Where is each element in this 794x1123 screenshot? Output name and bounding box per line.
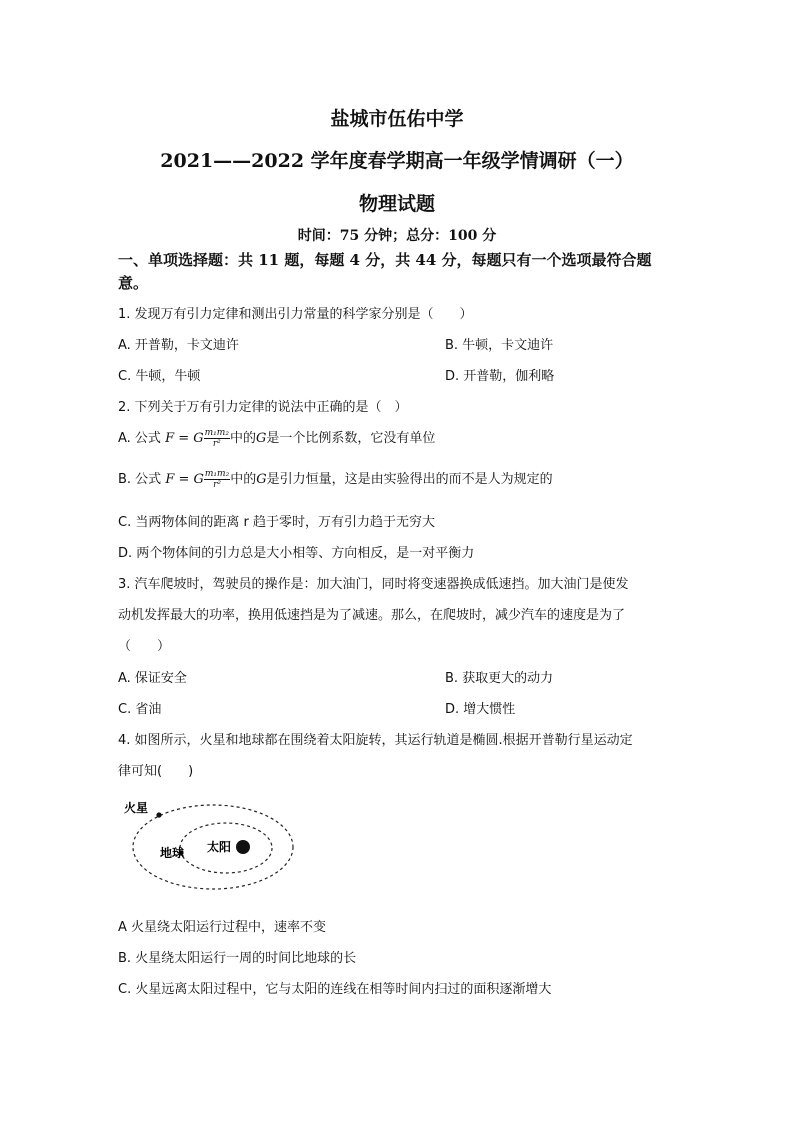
q3-line-1: 3. 汽车爬坡时，驾驶员的操作是：加大油门，同时将变速器换成低速挡。加大油门是使发 <box>118 577 629 592</box>
q4-option-a: A 火星绕太阳运行过程中，速率不变 <box>118 920 327 935</box>
g-symbol: G <box>255 431 267 446</box>
q2-b-suffix: 中的 <box>230 472 257 487</box>
formula-fraction <box>204 469 230 490</box>
formula-fraction <box>204 428 230 449</box>
q2-stem: 2. 下列关于万有引力定律的说法中正确的是（ ） <box>118 400 408 415</box>
q2-a-prefix: A. 公式 <box>118 431 161 446</box>
earth-label: 地球 <box>160 846 185 860</box>
q1-option-c: C. 牛顿，牛顿 <box>118 369 201 384</box>
exam-info: 时间：75 分钟；总分：100 分 <box>297 228 497 244</box>
exam-term: 2021——2022 学年度春学期高一年级学情调研（一） <box>160 150 634 172</box>
q4-option-c: C. 火星远离太阳过程中，它与太阳的连线在相等时间内扫过的面积逐渐增大 <box>118 982 552 997</box>
orbit-diagram <box>118 795 298 900</box>
sun-label: 太阳 <box>207 840 232 854</box>
q1-stem: 1. 发现万有引力定律和测出引力常量的科学家分别是（ ） <box>118 307 473 322</box>
q3-line-3: （ ） <box>118 639 171 654</box>
mars-dot <box>156 812 161 817</box>
formula-lhs: F = G <box>165 431 204 446</box>
section-title: 一、单项选择题：共 11 题，每题 4 分，共 44 分，每题只有一个选项最符合题意。 <box>118 251 652 292</box>
q2-option-b <box>118 468 553 490</box>
q2-b-tail: 是引力恒量，这是由实验得出的而不是人为规定的 <box>266 472 553 487</box>
q2-a-suffix: 中的 <box>229 431 256 446</box>
q4-option-b: B. 火星绕太阳运行一周的时间比地球的长 <box>118 951 357 966</box>
q3-option-a: A. 保证安全 <box>118 671 187 686</box>
formula-numerator: m₁m₂ <box>204 428 229 438</box>
q2-option-a <box>118 427 435 449</box>
q3-line-2: 动机发挥最大的功率，换用低速挡是为了减速。那么，在爬坡时，减少汽车的速度是为了 <box>118 608 626 623</box>
school-name: 盐城市伍佑中学 <box>330 108 464 130</box>
q1-option-d: D. 开普勒，伽利略 <box>445 369 555 384</box>
q1-option-b: B. 牛顿，卡文迪许 <box>445 338 554 353</box>
q1-option-a: A. 开普勒，卡文迪许 <box>118 338 239 353</box>
q2-option-c: C. 当两物体间的距离 r 趋于零时，万有引力趋于无穷大 <box>118 515 435 530</box>
formula-lhs: F = G <box>165 472 204 487</box>
exam-subject: 物理试题 <box>358 193 435 215</box>
formula-denominator: r² <box>213 480 221 490</box>
q3-option-b: B. 获取更大的动力 <box>445 671 554 686</box>
mars-label: 火星 <box>124 801 149 815</box>
q2-a-tail: 是一个比例系数，它没有单位 <box>266 431 436 446</box>
sun-dot <box>236 840 250 854</box>
q4-line-1: 4. 如图所示，火星和地球都在围绕着太阳旋转，其运行轨道是椭圆.根据开普勒行星运动定 <box>118 733 633 748</box>
q3-option-d: D. 增大惯性 <box>445 702 516 717</box>
g-symbol: G <box>256 472 267 487</box>
formula-denominator: r² <box>212 439 221 449</box>
formula-numerator: m₁m₂ <box>204 469 230 479</box>
q3-option-c: C. 省油 <box>118 702 162 717</box>
q2-b-prefix: B. 公式 <box>118 472 162 487</box>
q2-option-d: D. 两个物体间的引力总是大小相等、方向相反，是一对平衡力 <box>118 546 475 561</box>
q4-line-2: 律可知( ) <box>118 764 194 779</box>
